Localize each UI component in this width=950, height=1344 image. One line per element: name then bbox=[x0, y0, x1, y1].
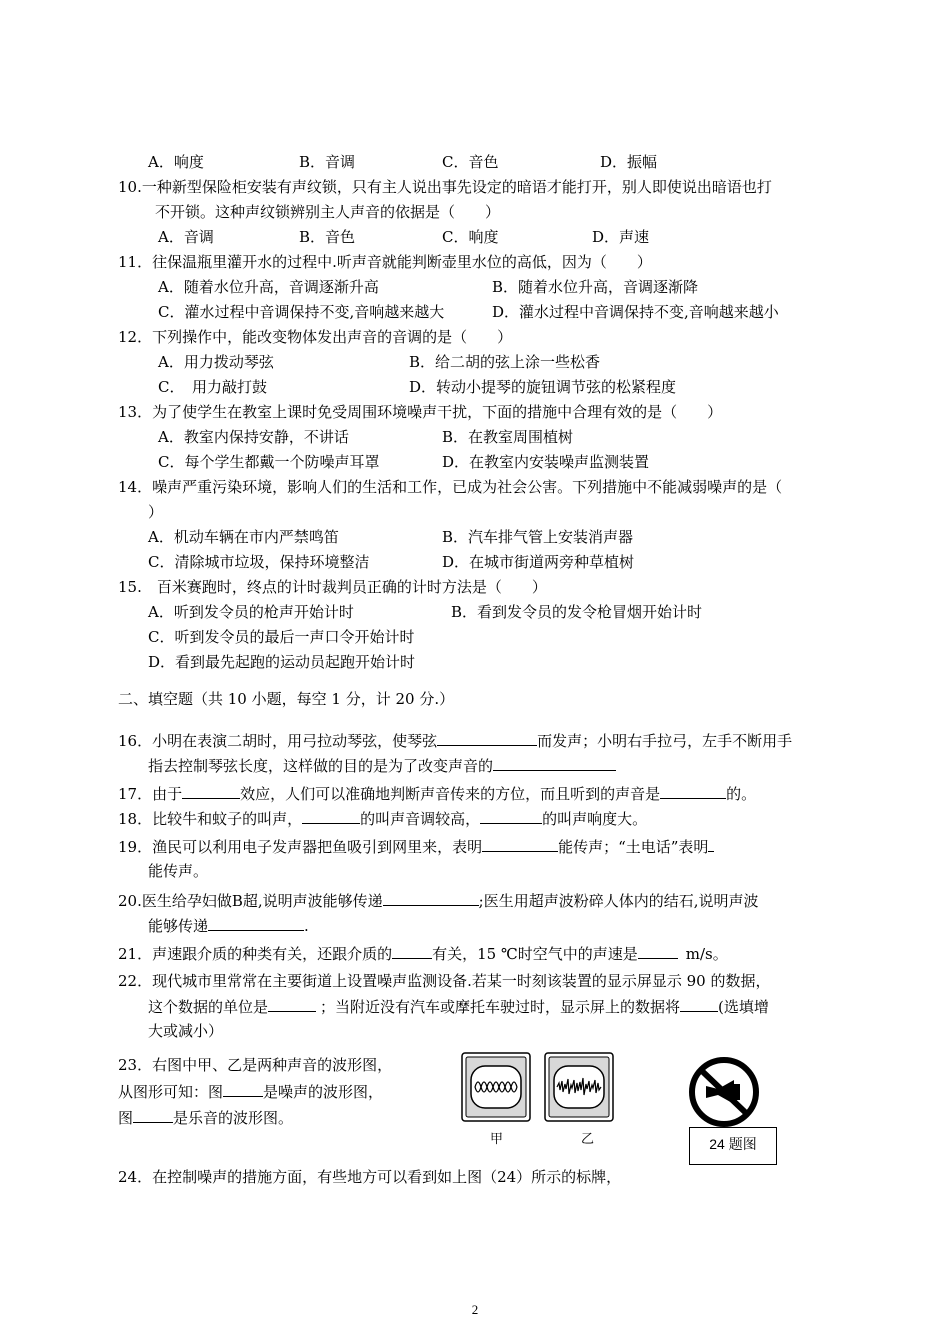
q13-stem: 13．为了使学生在教室上课时免受周围环境噪声干扰，下面的措施中合理有效的是（ ） bbox=[118, 403, 723, 421]
q18-text-b: 的叫声音调较高， bbox=[360, 810, 481, 828]
q10-option-a: A．音调 bbox=[158, 228, 214, 246]
q20-line1 bbox=[118, 890, 758, 911]
q15-stem: 15. 百米赛跑时，终点的计时裁判员正确的计时方法是（ ） bbox=[118, 578, 547, 596]
q19-blank-1[interactable] bbox=[482, 836, 558, 852]
q11-option-d: D．灌水过程中音调保持不变,音响越来越小 bbox=[492, 303, 779, 321]
q16-line1 bbox=[118, 730, 792, 751]
q14-stem-line2: ） bbox=[148, 503, 164, 521]
q14-option-b: B．汽车排气管上安装消声器 bbox=[442, 528, 634, 546]
q16-text-b: 而发声；小明右手拉弓，左手不断用手 bbox=[537, 732, 793, 750]
q12-option-d: D．转动小提琴的旋钮调节弦的松紧程度 bbox=[409, 378, 677, 396]
q24-line: 24．在控制噪声的措施方面，有些地方可以看到如上图（24）所示的标牌， bbox=[118, 1168, 622, 1186]
q23-blank-2[interactable] bbox=[133, 1107, 173, 1123]
q10-option-c: C．响度 bbox=[442, 228, 499, 246]
q21-line bbox=[118, 943, 728, 964]
q17-blank-2[interactable] bbox=[660, 783, 726, 799]
q23-text-b: 是噪声的波形图， bbox=[263, 1083, 384, 1101]
q18-text-a: 18．比较牛和蚊子的叫声， bbox=[118, 810, 303, 828]
q11-option-a: A．随着水位升高，音调逐渐升高 bbox=[158, 278, 379, 296]
q10-option-b: B．音色 bbox=[299, 228, 356, 246]
waveform-jia-figure bbox=[461, 1052, 531, 1122]
page-number: 2 bbox=[471, 1302, 479, 1317]
q14-option-a: A．机动车辆在市内严禁鸣笛 bbox=[148, 528, 339, 546]
figure-24-caption: 24 题图 bbox=[689, 1127, 777, 1165]
q17-blank-1[interactable] bbox=[182, 783, 240, 799]
q19-text-c: 能传声。 bbox=[148, 862, 209, 880]
q22-line1: 22．现代城市里常常在主要街道上设置噪声监测设备.若某一时刻该装置的显示屏显示 90 的数据， bbox=[118, 972, 771, 990]
q12-option-a: A．用力拨动琴弦 bbox=[158, 353, 274, 371]
q22-line2 bbox=[148, 996, 769, 1017]
q16-blank-2[interactable] bbox=[493, 755, 616, 771]
q9-option-c: C．音色 bbox=[442, 153, 499, 171]
q22-blank-1[interactable] bbox=[268, 996, 316, 1012]
q23-text-c: 图 bbox=[118, 1109, 134, 1127]
q23-blank-1[interactable] bbox=[223, 1081, 263, 1097]
q23-line3 bbox=[118, 1107, 293, 1128]
q16-line2 bbox=[148, 755, 616, 776]
q22-text-c: (选填增 bbox=[718, 998, 769, 1016]
q13-option-b: B．在教室周围植树 bbox=[442, 428, 574, 446]
q17-text-b: 效应，人们可以准确地判断声音传来的方位，而且听到的声音是 bbox=[240, 785, 661, 803]
q23-text-a: 从图形可知：图 bbox=[118, 1083, 224, 1101]
q9-option-a: A．响度 bbox=[148, 153, 204, 171]
q20-text-d: . bbox=[304, 917, 309, 935]
q22-line3: 大或减小） bbox=[148, 1022, 224, 1040]
q13-option-d: D．在教室内安装噪声监测装置 bbox=[442, 453, 650, 471]
no-horn-sign-icon bbox=[688, 1056, 760, 1128]
q12-option-b: B．给二胡的弦上涂一些松香 bbox=[409, 353, 601, 371]
waveform-yi-figure bbox=[544, 1052, 614, 1122]
q11-stem: 11．往保温瓶里灌开水的过程中.听声音就能判断壶里水位的高低，因为（ ） bbox=[118, 253, 652, 271]
q12-option-c: C． 用力敲打鼓 bbox=[158, 378, 267, 396]
q16-text-a: 16．小明在表演二胡时，用弓拉动琴弦，使琴弦 bbox=[118, 732, 438, 750]
q19-line1 bbox=[118, 836, 714, 857]
q18-text-c: 的叫声响度大。 bbox=[542, 810, 648, 828]
q15-option-d: D．看到最先起跑的运动员起跑开始计时 bbox=[148, 653, 416, 671]
q23-line1: 23．右图中甲、乙是两种声音的波形图， bbox=[118, 1056, 393, 1074]
q20-line2 bbox=[148, 915, 309, 936]
q12-stem: 12．下列操作中，能改变物体发出声音的音调的是（ ） bbox=[118, 328, 513, 346]
q23-text-d: 是乐音的波形图。 bbox=[173, 1109, 294, 1127]
q13-option-c: C．每个学生都戴一个防噪声耳罩 bbox=[158, 453, 380, 471]
q18-blank-2[interactable] bbox=[480, 808, 542, 824]
q16-text-c: 指去控制琴弦长度，这样做的目的是为了改变声音的 bbox=[148, 757, 494, 775]
q9-option-b: B．音调 bbox=[299, 153, 356, 171]
waveform-jia-label: 甲 bbox=[490, 1132, 504, 1147]
q20-text-c: 能够传递 bbox=[148, 917, 209, 935]
q19-blank-2[interactable] bbox=[708, 836, 714, 852]
q14-stem-line1: 14．噪声严重污染环境，影响人们的生活和工作，已成为社会公害。下列措施中不能减弱噪声的是（ bbox=[118, 478, 783, 496]
q21-text-b: 有关，15 ℃时空气中的声速是 bbox=[432, 945, 638, 963]
q17-text-c: 的。 bbox=[726, 785, 757, 803]
q15-option-a: A．听到发令员的枪声开始计时 bbox=[148, 603, 354, 621]
q21-text-a: 21．声速跟介质的种类有关，还跟介质的 bbox=[118, 945, 393, 963]
q17-line bbox=[118, 783, 756, 804]
q11-option-b: B．随着水位升高，音调逐渐降 bbox=[492, 278, 699, 296]
q10-stem-line1: 10.一种新型保险柜安装有声纹锁，只有主人说出事先设定的暗语才能打开，别人即使说出暗语也打 bbox=[118, 178, 772, 196]
q20-blank-2[interactable] bbox=[208, 915, 304, 931]
q10-stem-line2: 不开锁。这种声纹锁辨别主人声音的依据是（ ） bbox=[155, 203, 501, 221]
q17-text-a: 17．由于 bbox=[118, 785, 183, 803]
q15-option-b: B．看到发令员的发令枪冒烟开始计时 bbox=[451, 603, 703, 621]
q19-text-a: 19．渔民可以利用电子发声器把鱼吸引到网里来，表明 bbox=[118, 838, 483, 856]
q21-text-c: m/s。 bbox=[685, 945, 728, 963]
q20-blank-1[interactable] bbox=[383, 890, 479, 906]
q9-option-d: D．振幅 bbox=[600, 153, 658, 171]
section-2-heading: 二、填空题（共 10 小题，每空 1 分，计 20 分.） bbox=[118, 690, 455, 708]
q22-text-a: 这个数据的单位是 bbox=[148, 998, 269, 1016]
q22-text-b: ；当附近没有汽车或摩托车驶过时，显示屏上的数据将 bbox=[320, 998, 681, 1016]
q20-text-a: 20.医生给孕妇做B超,说明声波能够传递 bbox=[118, 892, 383, 910]
q20-text-b: ;医生用超声波粉碎人体内的结石,说明声波 bbox=[478, 892, 759, 910]
q13-option-a: A．教室内保持安静，不讲话 bbox=[158, 428, 349, 446]
q21-blank-1[interactable] bbox=[392, 943, 432, 959]
q14-option-d: D．在城市街道两旁种草植树 bbox=[442, 553, 635, 571]
q15-option-c: C．听到发令员的最后一声口令开始计时 bbox=[148, 628, 415, 646]
q23-line2 bbox=[118, 1081, 383, 1102]
q14-option-c: C．清除城市垃圾，保持环境整洁 bbox=[148, 553, 370, 571]
q21-blank-2[interactable] bbox=[638, 943, 678, 959]
q18-line bbox=[118, 808, 647, 829]
waveform-yi-label: 乙 bbox=[581, 1132, 595, 1147]
q16-blank-1[interactable] bbox=[437, 730, 537, 746]
q19-text-b: 能传声；“土电话”表明 bbox=[558, 838, 709, 856]
q11-option-c: C．灌水过程中音调保持不变,音响越来越大 bbox=[158, 303, 445, 321]
q22-blank-2[interactable] bbox=[680, 996, 718, 1012]
q18-blank-1[interactable] bbox=[302, 808, 360, 824]
q10-option-d: D．声速 bbox=[592, 228, 650, 246]
